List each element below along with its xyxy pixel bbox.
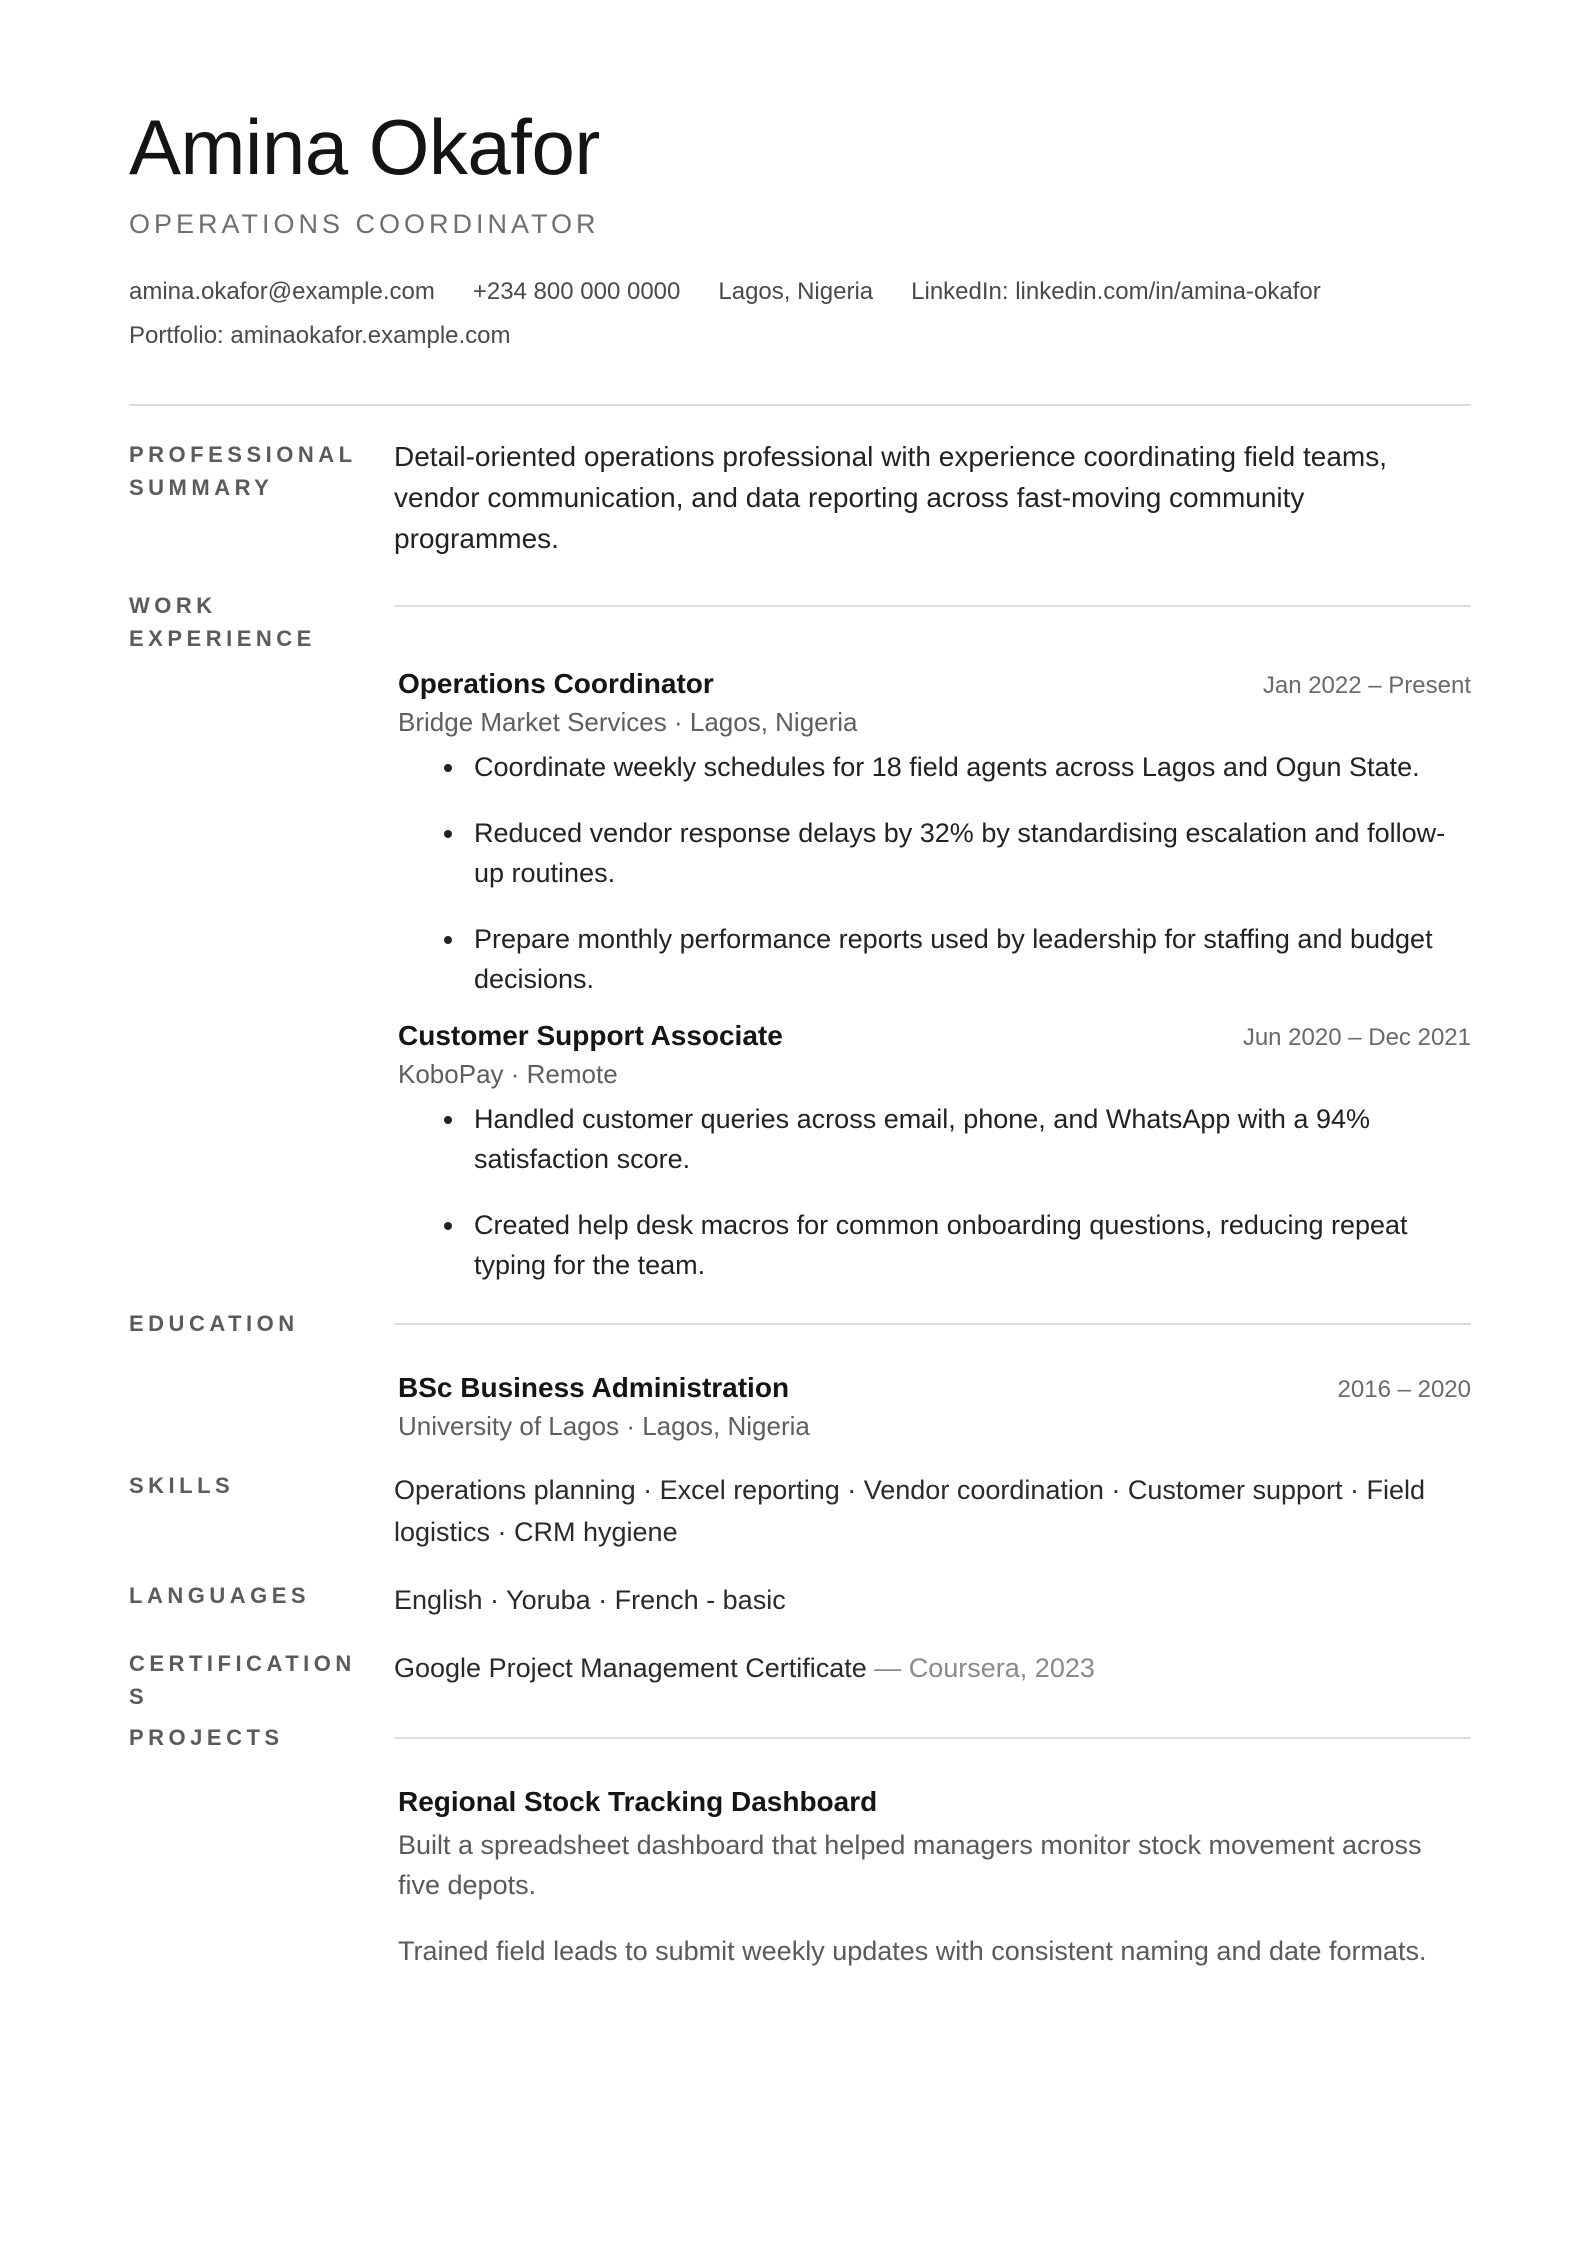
section-label-languages: LANGUAGES	[129, 1583, 311, 1609]
education-entry	[394, 1369, 1471, 1445]
degree-title: BSc Business Administration	[398, 1372, 790, 1404]
certification-name: Google Project Management Certificate	[394, 1653, 867, 1684]
section-label-projects: PROJECTS	[129, 1725, 284, 1751]
summary-section	[129, 436, 1471, 559]
certification-source: — Coursera, 2023	[866, 1653, 1095, 1684]
bullet-item: Reduced vendor response delays by 32% by standardising escalation and follow-up routines.	[442, 813, 1471, 893]
contact-info	[129, 270, 1471, 358]
contact-portfolio[interactable]: Portfolio: aminaokafor.example.com	[129, 322, 511, 350]
job-org: Bridge Market Services · Lagos, Nigeria	[398, 707, 858, 738]
summary-text: Detail-oriented operations professional with experience coordinating field teams, vendor communication, and data reporting across fast-moving community programmes.	[394, 441, 1388, 555]
section-divider	[394, 1737, 1471, 1739]
job-dates: Jun 2020 – Dec 2021	[1242, 1024, 1471, 1052]
project-entry	[394, 1783, 1471, 1971]
skills-text: Operations planning · Excel reporting · Vendor coordination · Customer support · Field logistics · CRM hygiene	[394, 1475, 1426, 1548]
candidate-headline: OPERATIONS COORDINATOR	[129, 209, 600, 239]
section-label-education: EDUCATION	[129, 1311, 299, 1337]
experience-section	[129, 589, 1471, 1311]
job-entry	[394, 1017, 1471, 1285]
job-bullets	[442, 1099, 1471, 1285]
section-divider	[394, 1323, 1471, 1325]
languages-section	[129, 1579, 1471, 1621]
label-line: WORK	[129, 593, 217, 619]
bullet-item: Handled customer queries across email, phone, and WhatsApp with a 94% satisfaction score.	[442, 1099, 1471, 1179]
contact-location: Lagos, Nigeria	[718, 278, 874, 306]
label-line: EXPERIENCE	[129, 626, 316, 652]
section-label-experience	[129, 589, 394, 1311]
bullet-item: Prepare monthly performance reports used by leadership for staffing and budget decisions.	[442, 919, 1471, 999]
contact-email[interactable]: amina.okafor@example.com	[129, 278, 435, 306]
header-divider	[129, 404, 1471, 406]
certifications-section	[129, 1647, 1471, 1713]
project-description: Built a spreadsheet dashboard that helped managers monitor stock movement across five depots.	[398, 1830, 1422, 1901]
resume-header	[129, 103, 1471, 358]
contact-linkedin[interactable]: LinkedIn: linkedin.com/in/amina-okafor	[911, 278, 1321, 306]
certification-item	[394, 1647, 1471, 1689]
project-description: Trained field leads to submit weekly updates with consistent naming and date formats.	[398, 1936, 1427, 1967]
section-label-certifications	[129, 1647, 394, 1713]
job-bullets	[442, 747, 1471, 999]
section-divider	[394, 605, 1471, 607]
job-org: KoboPay · Remote	[398, 1059, 618, 1090]
job-entry	[394, 665, 1471, 999]
bullet-item: Created help desk macros for common onboarding questions, reducing repeat typing for the team.	[442, 1205, 1471, 1285]
section-label-summary	[129, 438, 394, 559]
project-title: Regional Stock Tracking Dashboard	[398, 1786, 878, 1818]
job-title: Customer Support Associate	[398, 1020, 783, 1052]
contact-phone[interactable]: +234 800 000 0000	[472, 278, 681, 306]
education-dates: 2016 – 2020	[1337, 1376, 1471, 1404]
section-label-skills: SKILLS	[129, 1473, 235, 1499]
skills-section	[129, 1469, 1471, 1553]
label-line: CERTIFICATION	[129, 1651, 356, 1677]
languages-text: English · Yoruba · French - basic	[394, 1585, 786, 1616]
label-line: PROFESSIONAL	[129, 442, 357, 468]
job-title: Operations Coordinator	[398, 668, 714, 700]
label-line: SUMMARY	[129, 475, 274, 501]
school-name: University of Lagos · Lagos, Nigeria	[398, 1411, 810, 1442]
candidate-name: Amina Okafor	[129, 103, 600, 191]
projects-section	[129, 1721, 1471, 1971]
education-section	[129, 1307, 1471, 1445]
label-line: S	[129, 1684, 149, 1710]
bullet-item: Coordinate weekly schedules for 18 field agents across Lagos and Ogun State.	[442, 747, 1471, 787]
job-dates: Jan 2022 – Present	[1262, 672, 1471, 700]
